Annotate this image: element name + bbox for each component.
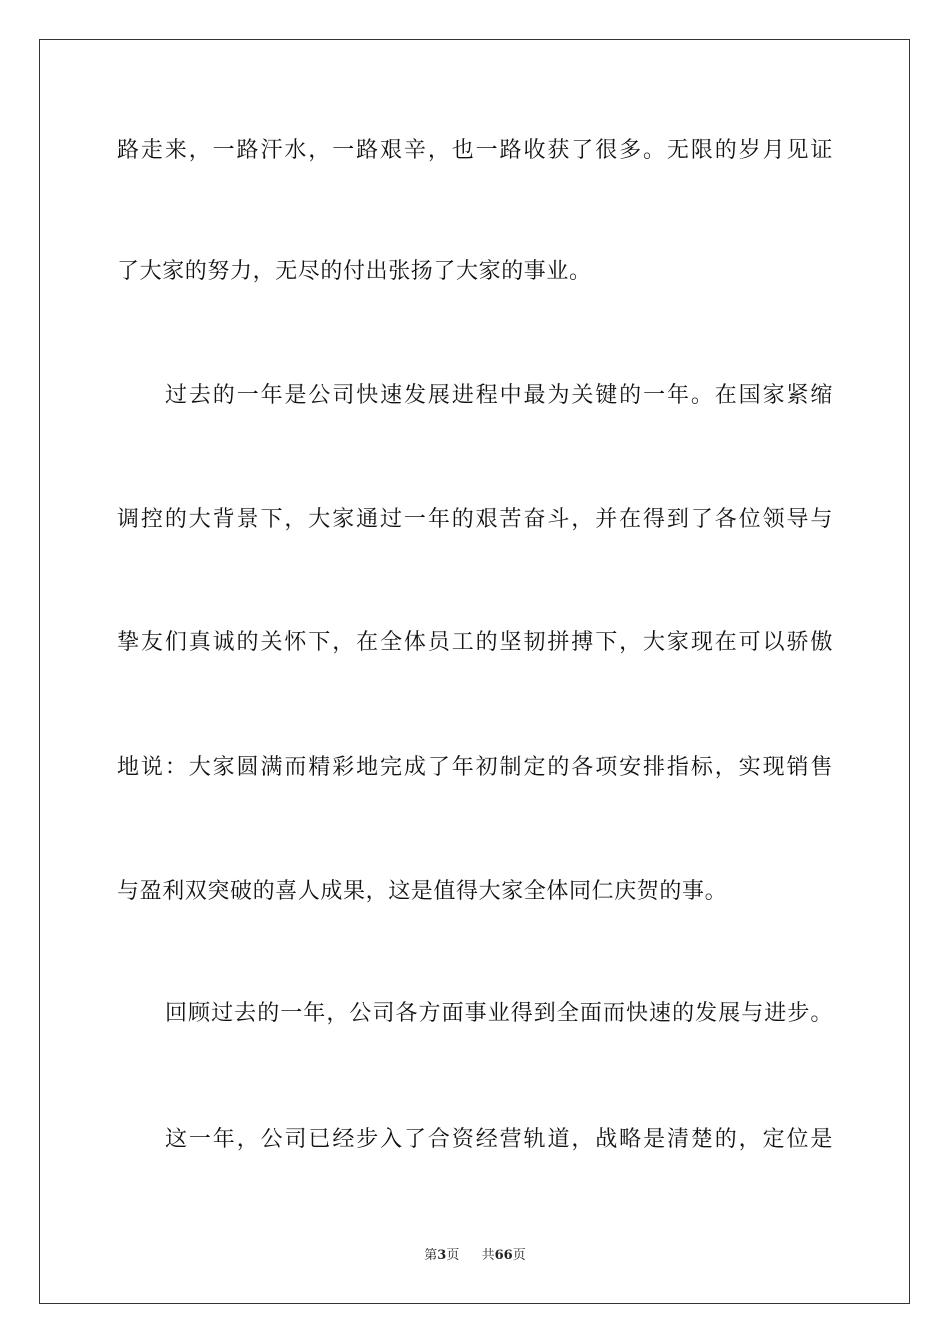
body-line-5: 挚友们真诚的关怀下，在全体员工的坚韧拼搏下，大家现在可以骄傲: [117, 630, 833, 655]
page-suffix: 页: [446, 1248, 460, 1263]
page-border: [39, 39, 910, 1304]
page-number: 3: [437, 1248, 447, 1263]
page-prefix: 第: [424, 1248, 438, 1263]
page-footer: [0, 1247, 950, 1265]
body-line-1: 路走来，一路汗水，一路艰辛，也一路收获了很多。无限的岁月见证: [117, 138, 833, 163]
body-line-9: 这一年，公司已经步入了合资经营轨道，战略是清楚的，定位是: [165, 1127, 833, 1152]
total-pages: 66: [494, 1248, 513, 1263]
body-line-7: 与盈利双突破的喜人成果，这是值得大家全体同仁庆贺的事。: [117, 879, 728, 904]
body-line-3: 过去的一年是公司快速发展进程中最为关键的一年。在国家紧缩: [165, 383, 833, 408]
body-line-2: 了大家的努力，无尽的付出张扬了大家的事业。: [117, 259, 592, 284]
total-suffix: 页: [512, 1248, 526, 1263]
body-line-4: 调控的大背景下，大家通过一年的艰苦奋斗，并在得到了各位领导与: [117, 507, 833, 532]
body-line-6: 地说：大家圆满而精彩地完成了年初制定的各项安排指标，实现销售: [117, 755, 833, 780]
body-line-8: 回顾过去的一年，公司各方面事业得到全面而快速的发展与进步。: [165, 1001, 833, 1026]
total-prefix: 共: [481, 1248, 495, 1263]
